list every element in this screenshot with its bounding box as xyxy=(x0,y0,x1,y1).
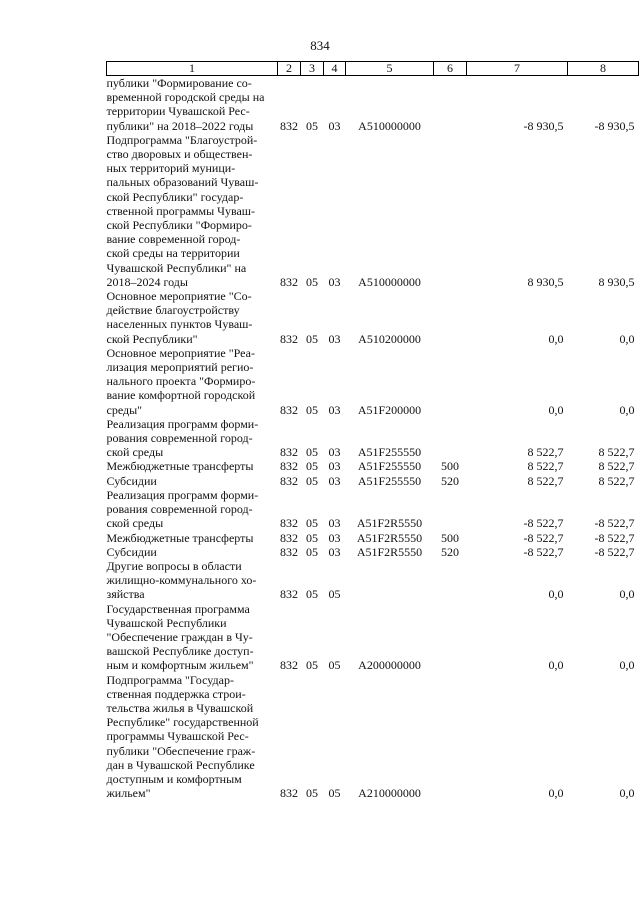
target-article-code-cell xyxy=(346,559,434,602)
subsection-code-cell: 05 xyxy=(306,118,318,133)
subsection-detail-code-cell: 05 xyxy=(328,587,341,602)
amount-change-cell: -8 522,7 xyxy=(523,544,564,559)
table-row xyxy=(107,602,639,673)
section-code-cell: 832 xyxy=(280,445,298,460)
amount-change-cell: 0,0 xyxy=(548,587,564,602)
column-header: 4 xyxy=(324,62,346,76)
expense-type-code-cell: 520 xyxy=(441,473,459,488)
table-row xyxy=(107,545,639,559)
expense-type-code-cell xyxy=(434,133,467,289)
amount-change-cell: -8 522,7 xyxy=(523,530,564,545)
target-article-code-cell: A51F200000 xyxy=(357,402,422,417)
target-article-code-cell: A200000000 xyxy=(358,658,421,673)
column-header: 2 xyxy=(278,62,301,76)
section-code-cell: 832 xyxy=(280,118,298,133)
amount-total-cell: 0,0 xyxy=(619,402,635,417)
target-article-code-cell: A510000000 xyxy=(358,274,421,289)
row-name-text: Государственная программа Чувашской Республики "Обеспечение граждан в Чу- вашской Республике доступ- ным и комфортным жильем" xyxy=(106,601,254,673)
subsection-code-cell: 05 xyxy=(306,473,318,488)
expense-type-code-cell xyxy=(434,559,467,602)
column-header: 3 xyxy=(301,62,324,76)
subsection-detail-code-cell: 03 xyxy=(328,445,341,460)
expense-type-code-cell xyxy=(434,602,467,673)
subsection-code-cell: 05 xyxy=(306,445,318,460)
table-row xyxy=(107,133,639,289)
subsection-code-cell: 05 xyxy=(306,516,318,531)
section-code-cell: 832 xyxy=(280,587,298,602)
section-code-cell: 832 xyxy=(280,544,298,559)
row-name-text: Другие вопросы в области жилищно-коммунального хо- зяйства xyxy=(106,558,257,602)
section-code-cell: 832 xyxy=(280,786,298,801)
subsection-code-cell: 05 xyxy=(306,459,318,474)
amount-change-cell: 0,0 xyxy=(548,786,564,801)
amount-total-cell: -8 522,7 xyxy=(594,544,635,559)
amount-total-cell: 8 522,7 xyxy=(598,473,635,488)
amount-total-cell: 8 522,7 xyxy=(598,445,635,460)
subsection-code-cell: 05 xyxy=(306,658,318,673)
table-header-row xyxy=(107,62,639,76)
row-name-cell xyxy=(107,602,278,673)
amount-change-cell: 8 522,7 xyxy=(527,459,564,474)
section-code-cell: 832 xyxy=(280,274,298,289)
subsection-detail-code-cell: 03 xyxy=(328,516,341,531)
amount-total-cell: 0,0 xyxy=(619,786,635,801)
table-row xyxy=(107,559,639,602)
amount-total-cell: 0,0 xyxy=(619,587,635,602)
amount-change-cell: 0,0 xyxy=(548,402,564,417)
expense-type-code-cell xyxy=(434,346,467,417)
amount-total-cell: 8 522,7 xyxy=(598,459,635,474)
target-article-code-cell: A51F2R5550 xyxy=(356,544,423,559)
table-row xyxy=(107,459,639,473)
column-header: 8 xyxy=(568,62,639,76)
column-header: 1 xyxy=(107,62,278,76)
amount-change-cell: 8 522,7 xyxy=(527,445,564,460)
column-header: 5 xyxy=(346,62,434,76)
row-name-cell xyxy=(107,545,278,559)
column-header: 7 xyxy=(467,62,568,76)
section-code-cell: 832 xyxy=(280,658,298,673)
row-name-text: Подпрограмма "Государ- ственная поддержка строи- тельства жилья в Чувашской Республике" государственной программы Чувашской Рес- публики "Обеспечение граж- дан в Чувашской Республике доступным и комфортным жильем" xyxy=(106,672,259,801)
row-name-cell xyxy=(107,417,278,460)
subsection-code-cell: 05 xyxy=(306,786,318,801)
row-name-cell xyxy=(107,346,278,417)
amount-total-cell: 8 930,5 xyxy=(598,274,635,289)
expense-type-code-cell: 520 xyxy=(441,544,459,559)
amount-change-cell: -8 930,5 xyxy=(523,118,564,133)
row-name-cell xyxy=(107,459,278,473)
column-header: 6 xyxy=(434,62,467,76)
table-row xyxy=(107,417,639,460)
subsection-code-cell: 05 xyxy=(306,274,318,289)
target-article-code-cell: A51F2R5550 xyxy=(356,516,423,531)
table-row xyxy=(107,531,639,545)
subsection-detail-code-cell: 05 xyxy=(328,786,341,801)
row-name-text: Межбюджетные трансферты xyxy=(106,530,254,545)
row-name-cell xyxy=(107,673,278,801)
row-name-cell xyxy=(107,474,278,488)
subsection-detail-code-cell: 03 xyxy=(328,530,341,545)
row-name-cell xyxy=(107,559,278,602)
subsection-detail-code-cell: 03 xyxy=(328,473,341,488)
row-name-text: Реализация программ форми- рования современной город- ской среды xyxy=(106,487,259,531)
expense-type-code-cell xyxy=(434,417,467,460)
section-code-cell: 832 xyxy=(280,516,298,531)
row-name-text: Основное мероприятие "Со- действие благоустройству населенных пунктов Чуваш- ской Республики" xyxy=(106,289,253,346)
row-name-cell xyxy=(107,76,278,133)
amount-change-cell: 0,0 xyxy=(548,331,564,346)
row-name-text: Межбюджетные трансферты xyxy=(106,459,254,474)
target-article-code-cell: A51F2R5550 xyxy=(356,530,423,545)
expense-type-code-cell xyxy=(434,289,467,346)
expense-type-code-cell: 500 xyxy=(441,459,459,474)
row-name-cell xyxy=(107,488,278,531)
row-name-cell xyxy=(107,531,278,545)
target-article-code-cell: A51F255550 xyxy=(357,473,422,488)
row-name-text: Основное мероприятие "Реа- лизация мероприятий регио- нального проекта "Формиро- вание комфортной городской среды" xyxy=(106,345,256,417)
amount-total-cell: 0,0 xyxy=(619,331,635,346)
subsection-detail-code-cell: 03 xyxy=(328,118,341,133)
amount-change-cell: 0,0 xyxy=(548,658,564,673)
subsection-code-cell: 05 xyxy=(306,587,318,602)
amount-change-cell: 8 522,7 xyxy=(527,473,564,488)
row-name-cell xyxy=(107,289,278,346)
target-article-code-cell: A510000000 xyxy=(358,118,421,133)
expense-type-code-cell xyxy=(434,76,467,133)
subsection-detail-code-cell: 03 xyxy=(328,274,341,289)
amount-total-cell: 0,0 xyxy=(619,658,635,673)
subsection-detail-code-cell: 03 xyxy=(328,331,341,346)
subsection-detail-code-cell: 03 xyxy=(328,544,341,559)
page-number: 834 xyxy=(310,38,330,53)
expense-type-code-cell: 500 xyxy=(441,530,459,545)
row-name-text: Субсидии xyxy=(106,473,157,488)
amount-total-cell: -8 930,5 xyxy=(594,118,635,133)
row-name-text: Подпрограмма "Благоустрой- ство дворовых и обществен- ных территорий муници- пальных образований Чуваш- ской Республики" государ- ственной программы Чуваш- ской Республики "Формиро- вание современной город- ской среды на территории Чувашской Республики" на 2018–2024 годы xyxy=(106,132,259,289)
row-name-text: публики "Формирование со- временной городской среды на территории Чувашской Рес- публики" на 2018–2022 годы xyxy=(106,76,265,133)
subsection-code-cell: 05 xyxy=(306,530,318,545)
budget-table xyxy=(106,61,639,800)
table-row xyxy=(107,76,639,133)
section-code-cell: 832 xyxy=(280,459,298,474)
subsection-detail-code-cell: 05 xyxy=(328,658,341,673)
section-code-cell: 832 xyxy=(280,402,298,417)
amount-total-cell: -8 522,7 xyxy=(594,516,635,531)
amount-change-cell: 8 930,5 xyxy=(527,274,564,289)
row-name-text: Субсидии xyxy=(106,544,157,559)
subsection-code-cell: 05 xyxy=(306,331,318,346)
section-code-cell: 832 xyxy=(280,331,298,346)
target-article-code-cell: A510200000 xyxy=(358,331,421,346)
table-row xyxy=(107,289,639,346)
expense-type-code-cell xyxy=(434,673,467,801)
subsection-code-cell: 05 xyxy=(306,402,318,417)
table-row xyxy=(107,346,639,417)
amount-change-cell: -8 522,7 xyxy=(523,516,564,531)
section-code-cell: 832 xyxy=(280,530,298,545)
row-name-text: Реализация программ форми- рования современной город- ской среды xyxy=(106,416,259,460)
section-code-cell: 832 xyxy=(280,473,298,488)
target-article-code-cell: A51F255550 xyxy=(357,459,422,474)
subsection-detail-code-cell: 03 xyxy=(328,402,341,417)
subsection-code-cell: 05 xyxy=(306,544,318,559)
row-name-cell xyxy=(107,133,278,289)
table-row xyxy=(107,673,639,801)
amount-total-cell: -8 522,7 xyxy=(594,530,635,545)
table-row xyxy=(107,474,639,488)
subsection-detail-code-cell: 03 xyxy=(328,459,341,474)
expense-type-code-cell xyxy=(434,488,467,531)
target-article-code-cell: A210000000 xyxy=(358,786,421,801)
table-row xyxy=(107,488,639,531)
target-article-code-cell: A51F255550 xyxy=(357,445,422,460)
